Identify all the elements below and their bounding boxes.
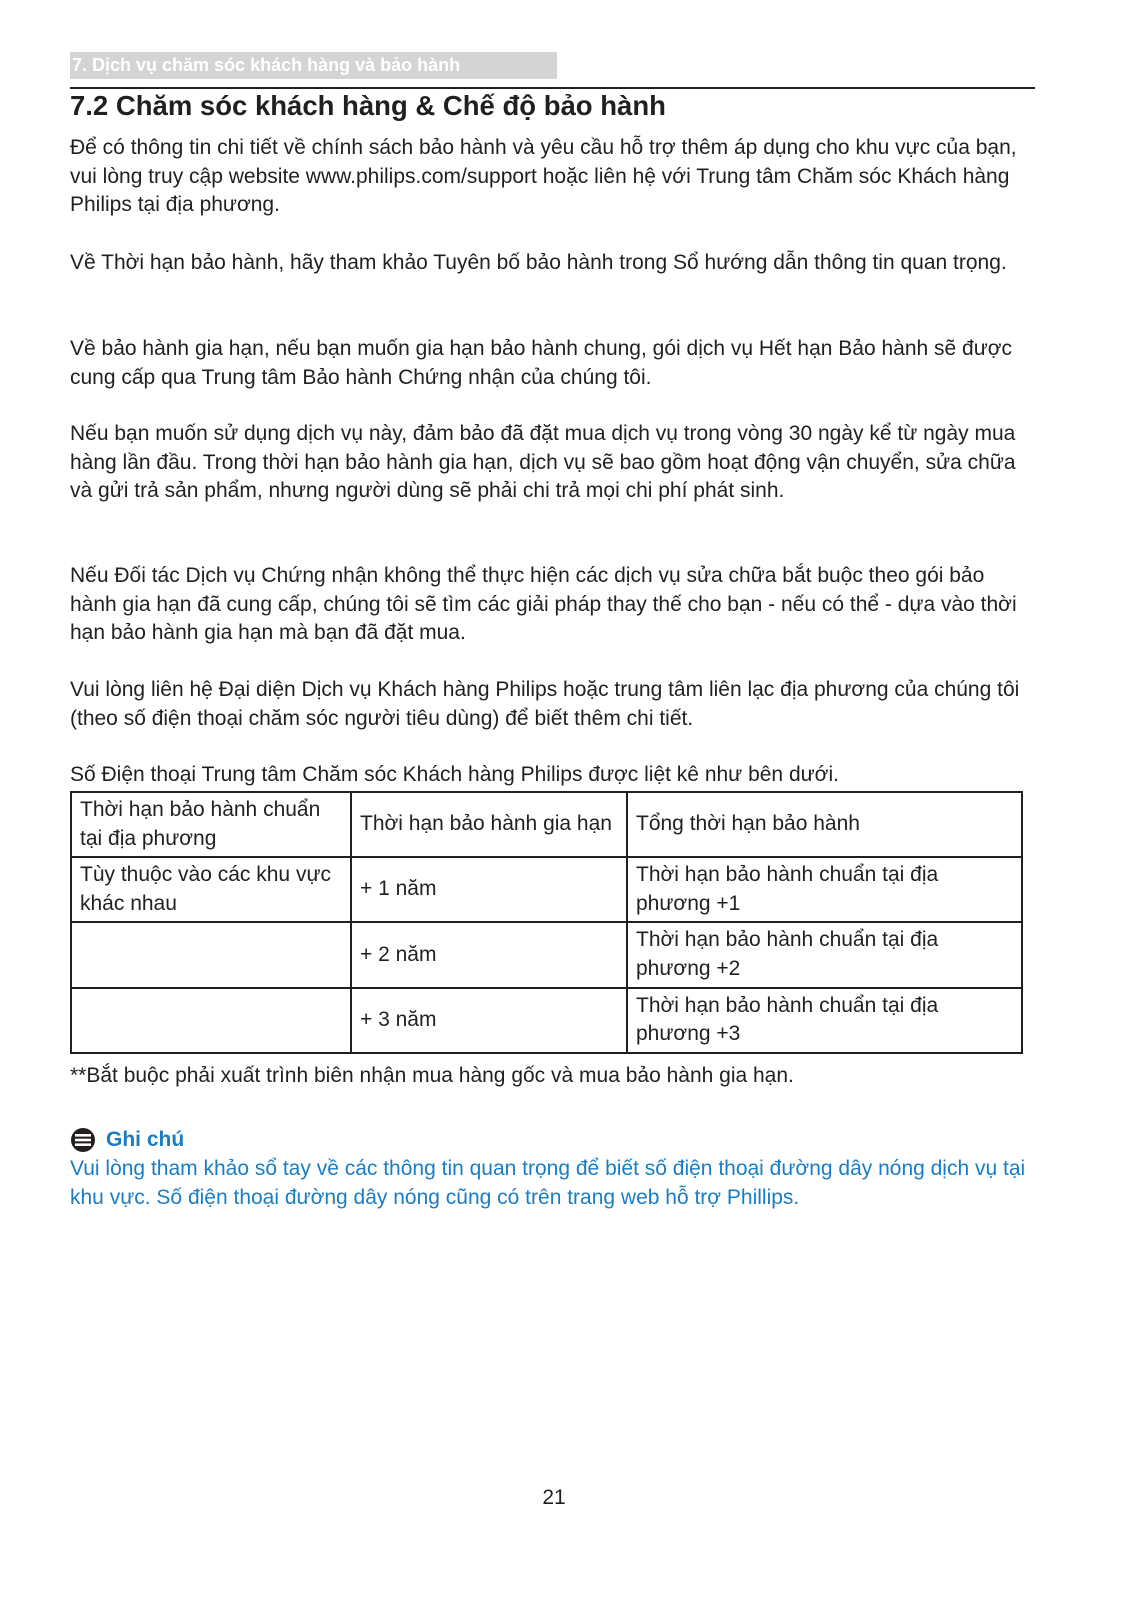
table-cell: + 3 năm [351, 988, 627, 1053]
table-row [71, 857, 1022, 922]
paragraph-purchase-window: Nếu bạn muốn sử dụng dịch vụ này, đảm bảo đã đặt mua dịch vụ trong vòng 30 ngày kể từ ngày mua hàng lần đầu. Trong thời hạn bảo hành gia hạn, dịch vụ sẽ bao gồm hoạt động vận chuyển, sửa chữa và gửi trả sản phẩm, nhưng người dùng sẽ phải chi trả mọi chi phí phát sinh. [70, 422, 1016, 503]
table-header-cell: Thời hạn bảo hành gia hạn [351, 792, 627, 857]
table-cell: Tùy thuộc vào các khu vực khác nhau [71, 857, 351, 922]
table-cell: + 2 năm [351, 922, 627, 987]
page-title: 7.2 Chăm sóc khách hàng & Chế độ bảo hành [70, 90, 666, 121]
paragraph-contact: Vui lòng liên hệ Đại diện Dịch vụ Khách hàng Philips hoặc trung tâm liên lạc địa phương của chúng tôi (theo số điện thoại chăm sóc người tiêu dùng) để biết thêm chi tiết. [70, 678, 1020, 730]
table-cell: Thời hạn bảo hành chuẩn tại địa phương +2 [627, 922, 1022, 987]
paragraph-phone-list: Số Điện thoại Trung tâm Chăm sóc Khách hàng Philips được liệt kê như bên dưới. [70, 763, 839, 786]
table-cell: + 1 năm [351, 857, 627, 922]
table-cell [71, 922, 351, 987]
table-row [71, 988, 1022, 1053]
note-heading-label: Ghi chú [106, 1128, 185, 1151]
table-header-row [71, 792, 1022, 857]
note-heading [70, 1125, 184, 1155]
paragraph-service-partner: Nếu Đối tác Dịch vụ Chứng nhận không thể thực hiện các dịch vụ sửa chữa bắt buộc theo gói bảo hành gia hạn đã cung cấp, chúng tôi sẽ tìm các giải pháp thay thế cho bạn - nếu có thể - dựa vào thời hạn bảo hành gia hạn mà bạn đã đặt mua. [70, 564, 1017, 645]
table-header-cell: Thời hạn bảo hành chuẩn tại địa phương [71, 792, 351, 857]
paragraph-extended-warranty: Về bảo hành gia hạn, nếu bạn muốn gia hạn bảo hành chung, gói dịch vụ Hết hạn Bảo hành sẽ được cung cấp qua Trung tâm Bảo hành Chứng nhận của chúng tôi. [70, 337, 1013, 389]
note-icon [70, 1127, 96, 1153]
table-cell: Thời hạn bảo hành chuẩn tại địa phương +1 [627, 857, 1022, 922]
table-row [71, 922, 1022, 987]
warranty-table [70, 791, 1023, 1054]
table-header-cell: Tổng thời hạn bảo hành [627, 792, 1022, 857]
table-cell: Thời hạn bảo hành chuẩn tại địa phương +3 [627, 988, 1022, 1053]
note-text: Vui lòng tham khảo sổ tay về các thông tin quan trọng để biết số điện thoại đường dây nóng dịch vụ tại khu vực. Số điện thoại đường dây nóng cũng có trên trang web hỗ trợ Phillips. [70, 1157, 1026, 1209]
page-number: 21 [542, 1486, 566, 1509]
table-cell [71, 988, 351, 1053]
footnote: **Bắt buộc phải xuất trình biên nhận mua hàng gốc và mua bảo hành gia hạn. [70, 1064, 794, 1087]
paragraph-support-info: Để có thông tin chi tiết về chính sách bảo hành và yêu cầu hỗ trợ thêm áp dụng cho khu vực của bạn, vui lòng truy cập website www.philips.com/support hoặc liên hệ với Trung tâm Chăm sóc Khách hàng Philips tại địa phương. [70, 136, 1017, 217]
section-header-tab: 7. Dịch vụ chăm sóc khách hàng và bảo hành [70, 52, 557, 79]
paragraph-warranty-period: Về Thời hạn bảo hành, hãy tham khảo Tuyên bố bảo hành trong Sổ hướng dẫn thông tin quan trọng. [70, 251, 1007, 274]
